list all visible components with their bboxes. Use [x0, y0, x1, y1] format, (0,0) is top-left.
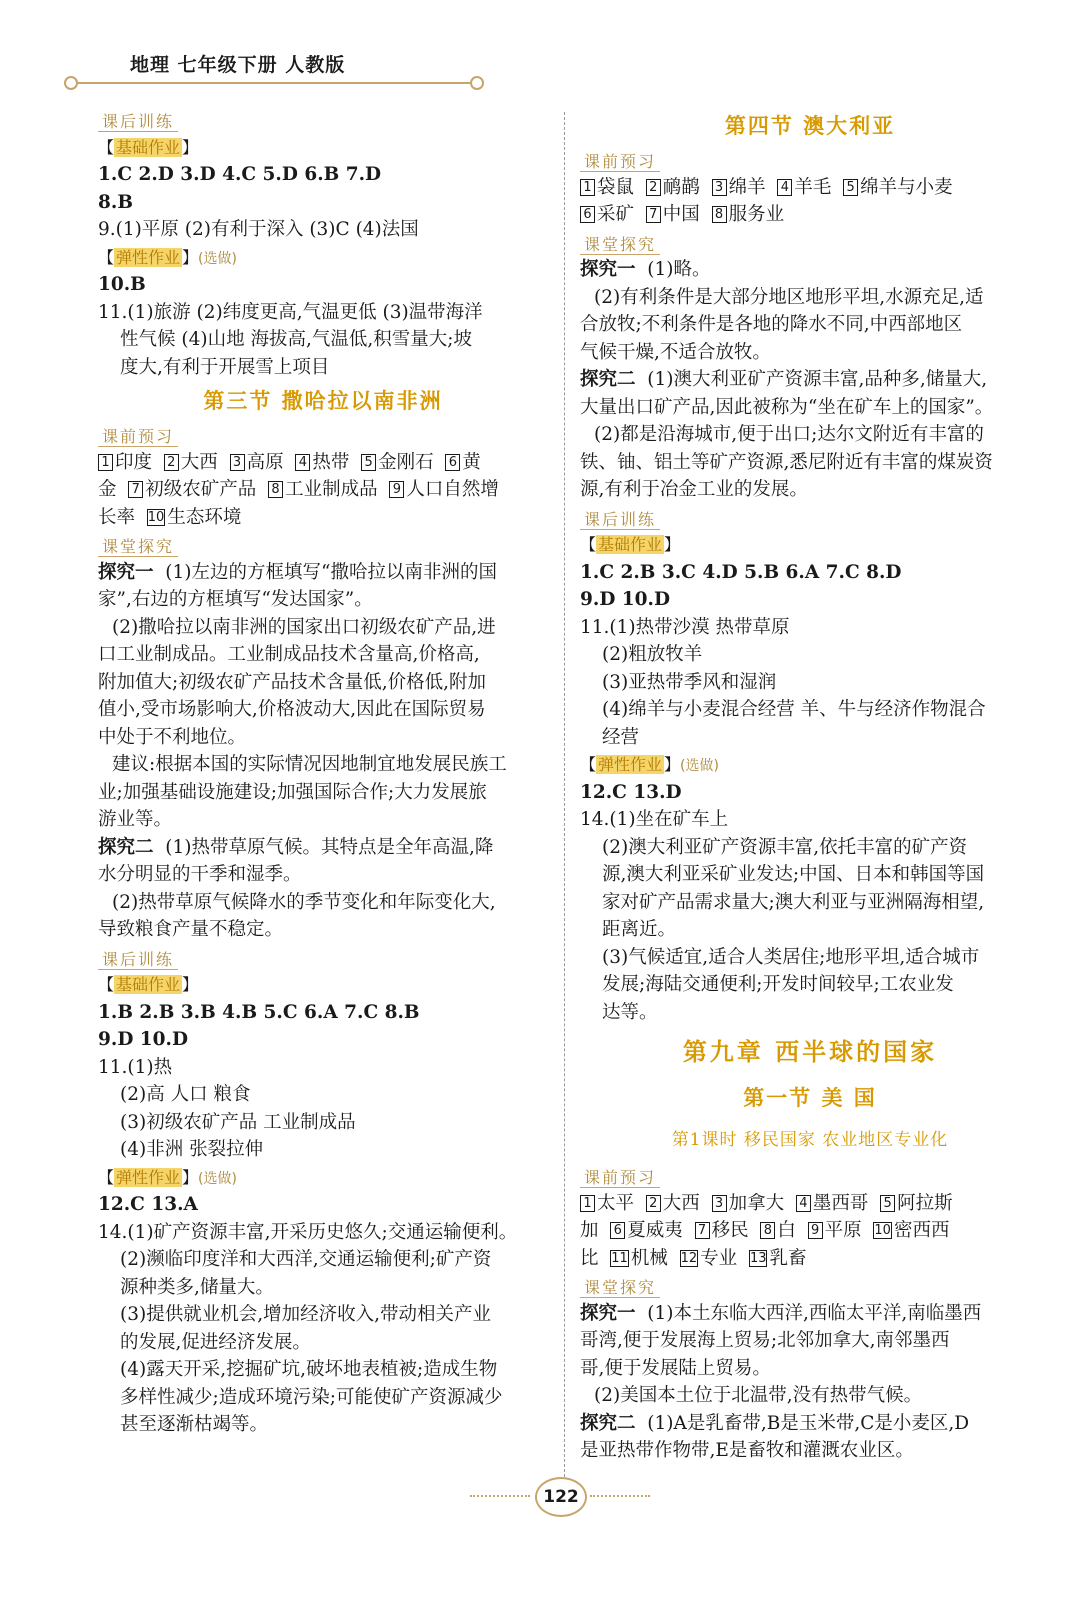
inquiry-label: 探究二 [580, 1412, 636, 1434]
text-line: 业;加强基础设施建设;加强国际合作;大力发展旅 [98, 781, 487, 803]
answer-line: 11.(1)热 [98, 1056, 173, 1078]
optional-note: (选做) [680, 758, 719, 774]
section-tag: 课前预习 [98, 427, 178, 447]
lesson-title: 第1课时 移民国家 农业地区专业化 [671, 1130, 949, 1150]
optional-note: (选做) [198, 250, 237, 267]
preview-line: 加 6 夏威夷 7 移民 8 白 9 平原 10 密西西 [580, 1220, 950, 1241]
text-line: (2)撒哈拉以南非洲的国家出口初级农矿产品,进 [112, 616, 496, 638]
left-column: 课后训练 【 基础作业 】 1.C 2.D 3.D 4.C 5.D 6.B 7.D 8.B 9.(1)平原 (2)有利于深入 (3)C (4)法国 【 弹性作业 】(选做) 10.B 11.(1)旅游 (2)纬度更高,气温更低 (3)温带海洋 性气候 (4)山地 海拔高,气温低,积雪量大;坡 度大,有利于开展雪上项目 第三节 撒哈拉以南非洲 课前预习 1 印度 2 大西 3 高原 4 热带 5 金刚石 6 黄 金 7 初级农矿产品 8 工业制成品 9 人口自然增 长率 10 生态环境 课堂探究 探究一 (1)左边的方框填写“撒哈拉以南非洲的国 家”,右边的方框填写“发达国家”。 (2)撒哈拉以南非洲的国家出口初级农矿产品,进 口工业制成品。工业制成品技术含量高,价格高, 附加值大;初级农矿产品技术含量低,价格低,附加 值小,受市场影响大,价格波动大,因此在国际贸易 中处于不利地位。 建议:根据本国的实际情况因地制宜地发展民族工 业;加强基础设施建设;加强国际合作;大力发展旅 游业等。 探究二 (1)热带草原气候。其特点是全年高温,降 水分明显的干季和湿季。 (2)热带草原气候降水的季节变化和年际变化大, 导致粮食产量不稳定。 课后训练 【 基础作业 】 1.B 2.B 3.B 4.B 5.C 6.A 7.C 8.B 9.D 10.D 11.(1)热 (2)高 人口 粮食 (3)初级农矿产品 工业制成品 (4)非洲 张裂拉伸 【 弹性作业 】(选做) 12.C 13.A 14.(1)矿产资源丰富,开采历史悠久;交通运输便利。 (2)濒临印度洋和大西洋,交通运输便利;矿产资 源种类多,储量大。 (3)提供就业机会,增加经济收入,带动相关产业 的发展,促进经济发展。 (4)露天开采,挖掘矿坑,破坏地表植被;造成生物 多样性减少;造成环境污染;可能使矿产资源减少 甚至逐渐枯竭等。 [98, 106, 548, 1439]
chapter-title: 第九章 西半球的国家 [682, 1037, 938, 1066]
preview-line: 比 11 机械 12 专业 13 乳畜 [580, 1247, 807, 1269]
inquiry-label: 探究二 [98, 836, 154, 858]
section-tag: 课后训练 [98, 112, 178, 132]
answer-line: (3)初级农矿产品 工业制成品 [120, 1111, 356, 1133]
text-line: 哥湾,便于发展海上贸易;北邻加拿大,南邻墨西 [580, 1330, 950, 1351]
answer-line: 的发展,促进经济发展。 [120, 1331, 311, 1353]
text-line: 铁、铀、铝土等矿产资源,悉尼附近有丰富的煤炭资 [580, 451, 993, 473]
answer-line: (2)濒临印度洋和大西洋,交通运输便利;矿产资 [120, 1249, 492, 1270]
answer-line: 9.D 10.D [98, 1029, 189, 1050]
section-tag: 课前预习 [580, 152, 660, 172]
answer-line: 9.D 10.D [580, 589, 671, 610]
text-line: 哥,便于发展陆上贸易。 [580, 1357, 771, 1379]
answer-line: 12.C 13.D [580, 781, 682, 803]
answer-line: (4)绵羊与小麦混合经营 羊、牛与经济作物混合 [602, 699, 986, 720]
book-title: 地理 七年级下册 人教版 [130, 54, 346, 76]
page-footer [0, 1475, 1083, 1525]
exercise-label: 基础作业 [598, 535, 663, 554]
header-ornament-icon [470, 76, 484, 90]
answer-line: 源,澳大利亚采矿业发达;中国、日本和韩国等国 [602, 864, 985, 885]
text-line: 中处于不利地位。 [98, 726, 247, 748]
section-title: 第四节 澳大利亚 [724, 113, 896, 138]
answer-line: (4)露天开采,挖掘矿坑,破坏地表植被;造成生物 [120, 1359, 498, 1380]
answer-line: (3)亚热带季风和湿润 [602, 671, 777, 693]
section-title: 第一节 美 国 [743, 1085, 877, 1110]
section-tag: 课后训练 [98, 950, 178, 970]
section-tag: 课堂探究 [580, 1278, 660, 1298]
answer-line: 达等。 [602, 1001, 658, 1023]
answer-line: 多样性减少;造成环境污染;可能使矿产资源减少 [120, 1386, 503, 1408]
answer-line: (2)粗放牧羊 [602, 644, 703, 665]
text-line: (2)热带草原气候降水的季节变化和年际变化大, [112, 891, 496, 913]
text-line: 源,有利于冶金工业的发展。 [580, 479, 808, 500]
section-tag: 课堂探究 [580, 235, 660, 255]
answer-line: 1.B 2.B 3.B 4.B 5.C 6.A 7.C 8.B [98, 1001, 420, 1023]
answer-line: (3)气候适宜,适合人类居住;地形平坦,适合城市 [602, 946, 980, 968]
text-line: (2)美国本土位于北温带,没有热带气候。 [594, 1385, 923, 1406]
text-line: 气候干燥,不适合放牧。 [580, 341, 771, 363]
inquiry-label: 探究一 [580, 259, 636, 280]
answer-line: 1.C 2.B 3.C 4.D 5.B 6.A 7.C 8.D [580, 561, 902, 583]
answer-line: 发展;海陆交通便利;开发时间较早;工农业发 [602, 974, 954, 995]
answer-line: (2)高 人口 粮食 [120, 1084, 251, 1105]
text-line: (2)都是沿海城市,便于出口;达尔文附近有丰富的 [594, 424, 984, 445]
text-line: 导致粮食产量不稳定。 [98, 919, 284, 940]
text-line: 建议:根据本国的实际情况因地制宜地发展民族工 [112, 754, 507, 775]
answer-line: 源种类多,储量大。 [120, 1276, 274, 1298]
answer-line: (4)非洲 张裂拉伸 [120, 1139, 264, 1160]
preview-line: 1 袋鼠 2 鸸鹋 3 绵羊 4 羊毛 5 绵羊与小麦 [580, 174, 1040, 202]
text-line: 是亚热带作物带,E是畜牧和灌溉农业区。 [580, 1440, 914, 1461]
preview-line: 1 印度 2 大西 3 高原 4 热带 5 金刚石 6 黄 [98, 449, 548, 477]
answer-line: 甚至逐渐枯竭等。 [120, 1414, 269, 1435]
text-line: 合放牧;不利条件是各地的降水不同,中西部地区 [580, 314, 963, 335]
footer-dots [470, 1495, 530, 1497]
text-line: 家”,右边的方框填写“发达国家”。 [98, 589, 373, 610]
answer-line: 8.B [98, 191, 133, 213]
text-line: 口工业制成品。工业制成品技术含量高,价格高, [98, 644, 480, 665]
answer-line: 14.(1)坐在矿车上 [580, 809, 729, 830]
answer-line: (3)提供就业机会,增加经济收入,带动相关产业 [120, 1304, 491, 1325]
header-rule [70, 82, 470, 84]
text-line: 大量出口矿产品,因此被称为“坐在矿车上的国家”。 [580, 396, 994, 418]
text-line: 值小,受市场影响大,价格波动大,因此在国际贸易 [98, 699, 486, 720]
exercise-label: 基础作业 [116, 975, 181, 994]
page-header [70, 44, 490, 94]
inquiry-label: 探究一 [98, 561, 154, 583]
text-line: (2)有利条件是大部分地区地形平坦,水源充足,适 [594, 286, 984, 308]
text-line: 附加值大;初级农矿产品技术含量低,价格低,附加 [98, 671, 486, 693]
page-number: 122 [535, 1477, 587, 1517]
section-tag: 课后训练 [580, 510, 660, 530]
preview-line: 1 太平 2 大西 3 加拿大 4 墨西哥 5 阿拉斯 [580, 1190, 1040, 1218]
answer-line: 12.C 13.A [98, 1194, 198, 1215]
answer-line: 11.(1)热带沙漠 热带草原 [580, 616, 790, 638]
section-title: 第三节 撒哈拉以南非洲 [203, 388, 443, 413]
answer-line: 10.B [98, 274, 146, 295]
inquiry-label: 探究一 [580, 1302, 636, 1324]
right-column: 第四节 澳大利亚 课前预习 1 袋鼠 2 鸸鹋 3 绵羊 4 羊毛 5 绵羊与小麦 6 采矿 7 中国 8 服务业 课堂探究 探究一 (1)略。 (2)有利条件是大部分地区地形平坦,水源充足,适 合放牧;不利条件是各地的降水不同,中西部地区 气候干燥,不适合放牧。 探究二 (1)澳大利亚矿产资源丰富,品种多,储量大, 大量出口矿产品,因此被称为“坐在矿车上的国家”。 (2)都是沿海城市,便于出口;达尔文附近有丰富的 铁、铀、铝土等矿产资源,悉尼附近有丰富的煤炭资 源,有利于冶金工业的发展。 课后训练 【 基础作业 】 1.C 2.B 3.C 4.D 5.B 6.A 7.C 8.D 9.D 10.D 11.(1)热带沙漠 热带草原 (2)粗放牧羊 (3)亚热带季风和湿润 (4)绵羊与小麦混合经营 羊、牛与经济作物混合 经营 【 弹性作业 】(选做) 12.C 13.D 14.(1)坐在矿车上 (2)澳大利亚矿产资源丰富,依托丰富的矿产资 源,澳大利亚采矿业发达;中国、日本和韩国等国 家对矿产品需求量大;澳大利亚与亚洲隔海相望, 距离近。 (3)气候适宜,适合人类居住;地形平坦,适合城市 发展;海陆交通便利;开发时间较早;工农业发 达等。 第九章 西半球的国家 第一节 美 国 第1课时 移民国家 农业地区专业化 课前预习 1 太平 2 大西 3 加拿大 4 墨西哥 5 阿拉斯 加 6 夏威夷 7 移民 8 白 9 平原 10 密西西 比 11 机械 12 专业 13 乳畜 课堂探究 探究一 (1)本土东临大西洋,西临太平洋,南临墨西 哥湾,便于发展海上贸易;北邻加拿大,南邻墨西 哥,便于发展陆上贸易。 (2)美国本土位于北温带,没有热带气候。 探究二 (1)A是乳畜带,B是玉米带,C是小麦区,D 是亚热带作物带,E是畜牧和灌溉农业区。 [580, 106, 1040, 1465]
inquiry-label: 探究二 [580, 369, 636, 390]
answer-line: 家对矿产品需求量大;澳大利亚与亚洲隔海相望, [602, 891, 985, 913]
answer-line: 11.(1)旅游 (2)纬度更高,气温更低 (3)温带海洋 [98, 301, 483, 323]
exercise-label: 基础作业 [116, 137, 181, 157]
exercise-label: 弹性作业 [116, 247, 181, 267]
preview-line: 6 采矿 7 中国 8 服务业 [580, 201, 1040, 229]
section-tag: 课前预习 [580, 1168, 660, 1188]
answer-line: 1.C 2.D 3.D 4.C 5.D 6.B 7.D [98, 164, 382, 185]
preview-line: 长率 10 生态环境 [98, 506, 242, 528]
answer-line: (2)澳大利亚矿产资源丰富,依托丰富的矿产资 [602, 836, 968, 858]
answer-line: 9.(1)平原 (2)有利于深入 (3)C (4)法国 [98, 219, 419, 240]
footer-dots [590, 1495, 650, 1497]
answer-line: 经营 [602, 726, 640, 748]
answer-line: 度大,有利于开展雪上项目 [120, 356, 330, 378]
header-ornament-icon [64, 76, 78, 90]
preview-line: 金 7 初级农矿产品 8 工业制成品 9 人口自然增 [98, 479, 499, 500]
exercise-label: 弹性作业 [598, 755, 663, 774]
column-divider [564, 112, 565, 1482]
answer-line: 性气候 (4)山地 海拔高,气温低,积雪量大;坡 [120, 329, 472, 350]
answer-line: 距离近。 [602, 919, 677, 940]
exercise-label: 弹性作业 [116, 1167, 181, 1187]
answer-line: 14.(1)矿产资源丰富,开采历史悠久;交通运输便利。 [98, 1221, 518, 1243]
optional-note: (选做) [198, 1170, 237, 1187]
text-line: 游业等。 [98, 809, 173, 830]
text-line: 水分明显的干季和湿季。 [98, 864, 302, 885]
section-tag: 课堂探究 [98, 537, 178, 557]
